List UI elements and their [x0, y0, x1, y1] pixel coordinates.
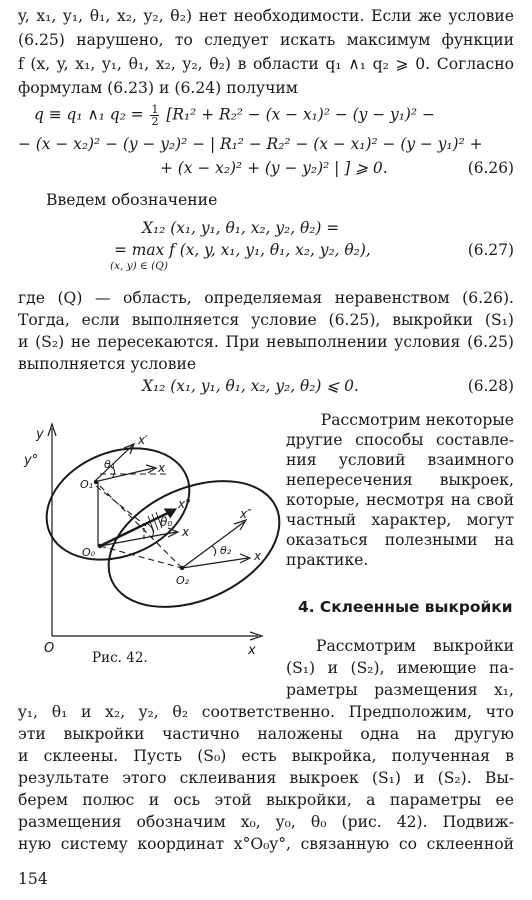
- equation-6-27-line1: X₁₂ (x₁, y₁, θ₁, x₂, y₂, θ₂) =: [142, 219, 340, 237]
- label-o2: O₂: [176, 574, 190, 587]
- label-x0: x°: [178, 497, 192, 511]
- label-x1: x: [158, 461, 166, 475]
- label-o1: O₁: [80, 478, 94, 491]
- hatch: [148, 516, 154, 532]
- text-line: которые, несмотря на свой: [286, 491, 514, 509]
- text-line: практике.: [286, 551, 369, 569]
- equation-part: q ≡ q₁ ∧₁ q₂ =: [34, 105, 149, 124]
- fraction-denominator: 2: [151, 115, 159, 128]
- equation-6-27-line2: = max f (x, y, x₁, y₁, θ₁, x₂, y₂, θ₂),: [114, 241, 371, 259]
- o2-point: [180, 566, 184, 570]
- ellipse-s2: [89, 456, 284, 632]
- label-o0: O₀: [82, 546, 96, 559]
- o1-axis-x: [94, 468, 154, 482]
- equation-number: (6.26): [467, 159, 514, 177]
- text-line: берем полюс и ось этой выкройки, а параметры ее: [18, 791, 514, 809]
- text-line: результате этого склеивания выкроек (S₁) и (S₂). Вы-: [18, 769, 514, 787]
- text-line: раметры размещения x₁,: [286, 681, 514, 699]
- text-line: (6.25) нарушено, то следует искать максимум функции: [18, 31, 514, 49]
- text-line: частный характер, могут: [286, 511, 514, 529]
- text-line: Рассмотрим некоторые: [320, 411, 514, 429]
- equation-number: (6.28): [467, 377, 514, 395]
- text-line: Введем обозначение: [46, 191, 218, 209]
- text-line: f (x, y, x₁, y₁, θ₁, x₂, y₂, θ₂) в области q₁ ∧₁ q₂ ⩾ 0. Согласно: [18, 55, 514, 73]
- text-line: где (Q) — область, определяемая неравенством (6.26).: [18, 289, 514, 307]
- label-theta1: θ₁: [104, 458, 116, 471]
- figure-caption: Рис. 42.: [92, 650, 148, 666]
- text-line: эти выкройки частично наложены одна на другую: [18, 725, 514, 743]
- page-number: 154: [18, 870, 48, 888]
- section-heading: 4. Склеенные выкройки: [298, 598, 513, 616]
- equation-6-28: X₁₂ (x₁, y₁, θ₁, x₂, y₂, θ₂) ⩽ 0.: [142, 377, 359, 395]
- text-line: Рассмотрим выкройки: [316, 637, 514, 655]
- text-line: Тогда, если выполняется условие (6.25), выкройки (S₁): [18, 311, 514, 329]
- equation-number: (6.27): [467, 241, 514, 259]
- fraction: [150, 104, 159, 127]
- o0-axis-horizontal: [100, 532, 176, 546]
- label-y0: y°: [24, 453, 39, 468]
- fraction-numerator: 1: [151, 103, 159, 116]
- label-x-axis: x: [248, 643, 256, 658]
- label-theta2: θ₂: [220, 544, 232, 557]
- equation-6-26-line1: [34, 104, 435, 127]
- theta2-arc: [212, 546, 216, 556]
- label-origin: O: [44, 641, 55, 656]
- text-line: оказаться полезными на: [286, 531, 514, 549]
- figure-42: [18, 408, 284, 658]
- text-line: и (S₂) не пересекаются. При невыполнении условия (6.25): [18, 333, 514, 351]
- label-xdblprime: x″: [240, 507, 252, 521]
- equation-6-26-line2: − (x − x₂)² − (y − y₂)² − | R₁² − R₂² − (x − x₁)² − (y − y₁)² +: [18, 135, 483, 153]
- equation-6-26-line3: + (x − x₂)² + (y − y₂)² | ] ⩾ 0.: [160, 159, 388, 177]
- text-line: размещения обозначим x₀, y₀, θ₀ (рис. 42). Подвиж-: [18, 813, 514, 831]
- text-line: y₁, θ₁ и x₂, y₂, θ₂ соответственно. Предположим, что: [18, 703, 514, 721]
- label-x2: x: [254, 549, 262, 563]
- text-line: y, x₁, y₁, θ₁, x₂, y₂, θ₂) нет необходимости. Если же условие: [18, 7, 514, 25]
- text-line: выполняется условие: [18, 355, 197, 373]
- text-line: непересечения выкроек,: [286, 471, 514, 489]
- text-line: (S₁) и (S₂), имеющие па-: [286, 659, 514, 677]
- o0-point: [98, 544, 102, 548]
- o2-axis-xdbl: [182, 522, 244, 568]
- text-line: ния условий взаимного: [286, 451, 514, 469]
- equation-subscript: (x, y) ∈ (Q): [110, 260, 168, 272]
- label-x-mid: x: [182, 525, 190, 539]
- label-theta0: θ₀: [160, 515, 173, 529]
- text-line: формулам (6.23) и (6.24) получим: [18, 79, 298, 97]
- text-line: ную систему координат x°O₀y°, связанную со склеенной: [18, 835, 514, 853]
- equation-part: [R₁² + R₂² − (x − x₁)² − (y − y₁)² −: [161, 105, 435, 124]
- label-y: y: [36, 427, 44, 442]
- o1-point: [94, 480, 98, 484]
- label-xprime: x′: [138, 433, 148, 447]
- dashed-line: [100, 546, 182, 568]
- text-line: другие способы составле-: [286, 431, 514, 449]
- hatch: [152, 514, 158, 530]
- dashed-line: [96, 486, 146, 526]
- text-line: и склеены. Пусть (S₀) есть выкройка, полученная в: [18, 747, 514, 765]
- o2-axis-x: [182, 558, 248, 568]
